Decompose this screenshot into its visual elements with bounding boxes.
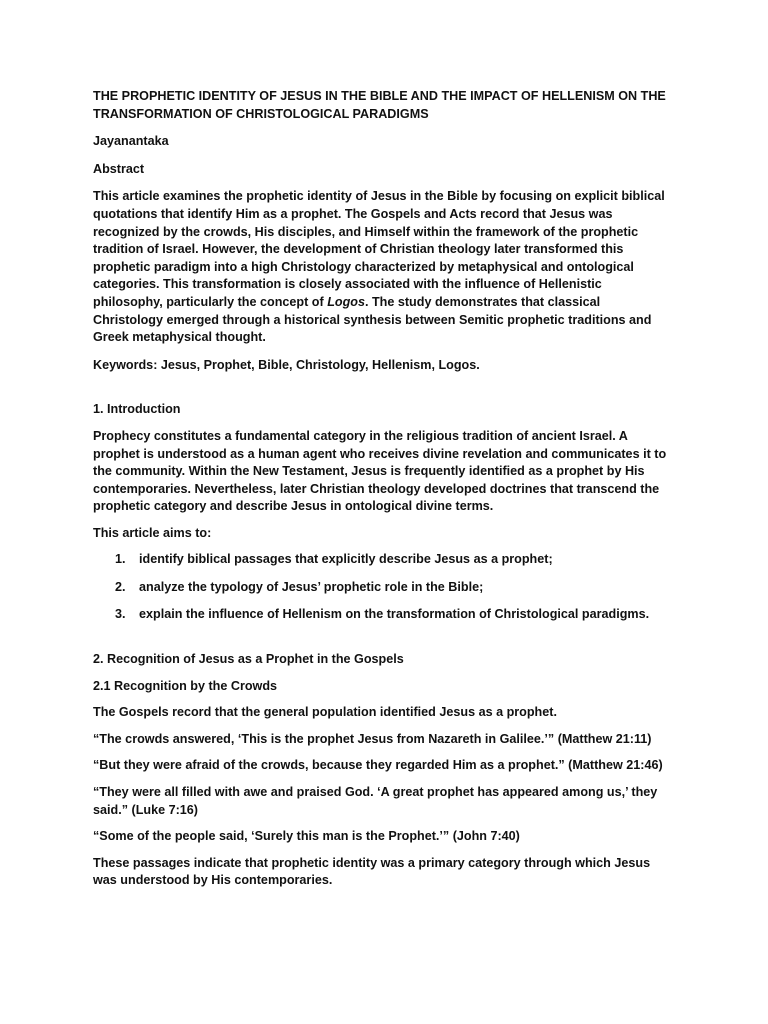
list-item: [93, 551, 673, 569]
abstract-heading: Abstract: [93, 161, 145, 176]
abstract-text-part2: . The study demonstrates that classical Christology emerged through a historical synthesis between Semitic prophetic traditions and Greek metaphysical thought.: [93, 294, 652, 345]
list-item-text: identify biblical passages that explicitly describe Jesus as a prophet;: [139, 552, 553, 567]
list-item: [93, 606, 673, 624]
keywords-line: Keywords: Jesus, Prophet, Bible, Christology, Hellenism, Logos.: [93, 357, 480, 372]
author-name: Jayanantaka: [93, 134, 169, 149]
document-page: [93, 88, 673, 899]
section-2-conclusion: These passages indicate that prophetic identity was a primary category through which Jesus was understood by His contemporaries.: [93, 855, 651, 888]
list-item-number: 3.: [115, 607, 126, 622]
bible-quote: “Some of the people said, ‘Surely this man is the Prophet.’” (John 7:40): [93, 829, 520, 844]
bible-quote: “They were all filled with awe and praised God. ‘A great prophet has appeared among us,’ they said.” (Luke 7:16): [93, 785, 658, 817]
section-1-heading: 1. Introduction: [93, 402, 181, 417]
list-item-text: analyze the typology of Jesus’ prophetic role in the Bible;: [139, 579, 484, 594]
section-1-paragraph: Prophecy constitutes a fundamental category in the religious tradition of ancient Israel. A prophet is understood as a human agent who receives divine revelation and communicates it to the community. Within the New Testament, Jesus is frequently identified as a prophet by His contemporaries. Nevertheless, later Christian theology developed doctrines that transcend the prophetic category and describe Jesus in ontological divine terms.: [93, 428, 667, 514]
document-title: THE PROPHETIC IDENTITY OF JESUS IN THE BIBLE AND THE IMPACT OF HELLENISM ON THE TRANSFORMATION OF CHRISTOLOGICAL PARADIGMS: [93, 89, 666, 121]
section-2-heading: 2. Recognition of Jesus as a Prophet in the Gospels: [93, 652, 404, 667]
list-item-number: 1.: [115, 552, 126, 567]
section-2-1-heading: 2.1 Recognition by the Crowds: [93, 678, 278, 693]
list-item-text: explain the influence of Hellenism on the transformation of Christological paradigms.: [139, 607, 650, 622]
bible-quote: “But they were afraid of the crowds, because they regarded Him as a prophet.” (Matthew 21:46): [93, 758, 663, 773]
abstract-paragraph: [93, 188, 673, 346]
abstract-logos-italic: Logos: [327, 294, 365, 309]
list-item: [93, 579, 673, 597]
aims-intro: This article aims to:: [93, 525, 212, 540]
section-2-intro: The Gospels record that the general population identified Jesus as a prophet.: [93, 705, 557, 720]
list-item-number: 2.: [115, 579, 126, 594]
bible-quote: “The crowds answered, ‘This is the prophet Jesus from Nazareth in Galilee.’” (Matthew 21:11): [93, 731, 652, 746]
abstract-text-part1: This article examines the prophetic identity of Jesus in the Bible by focusing on explicit biblical quotations that identify Him as a prophet. The Gospels and Acts record that Jesus was recognized by the crowds, His disciples, and Himself within the framework of the prophetic tradition of Israel. However, the development of Christian theology later transformed this prophetic paradigm into a high Christology characterized by metaphysical and ontological categories. This transformation is closely associated with the influence of Hellenistic philosophy, particularly the concept of: [93, 189, 665, 309]
aims-list: [93, 551, 673, 624]
